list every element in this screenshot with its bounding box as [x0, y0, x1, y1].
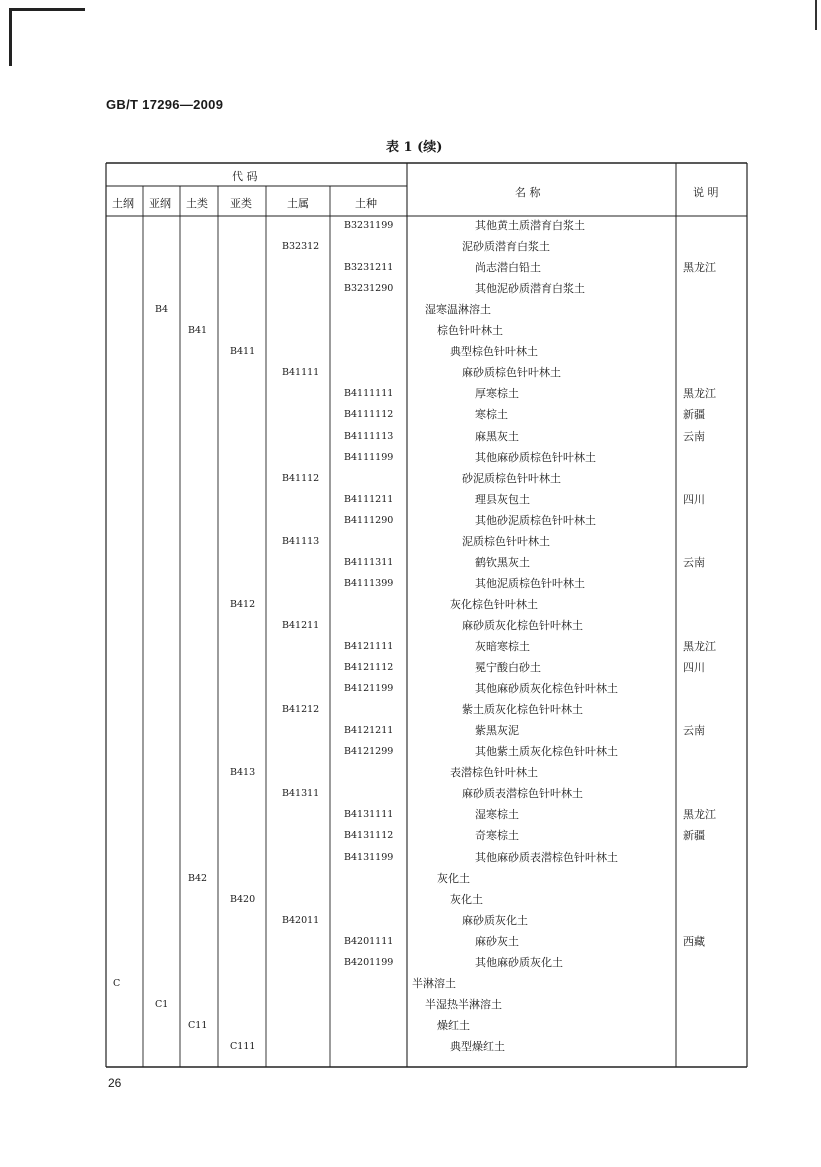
soil-name: 灰化棕色针叶林土 [450, 597, 538, 611]
soil-code: B3231290 [344, 283, 394, 295]
region-note: 云南 [683, 724, 705, 738]
soil-code: B41211 [282, 619, 320, 631]
soil-name: 厚寒棕土 [475, 387, 519, 401]
region-note: 四川 [683, 492, 705, 506]
region-note: 云南 [683, 555, 705, 569]
region-note: 黑龙江 [683, 640, 716, 653]
soil-code: B4 [155, 304, 169, 316]
soil-name: 燥红土 [437, 1018, 470, 1032]
soil-code: B4111211 [344, 493, 394, 505]
soil-code: B4201199 [344, 956, 394, 968]
soil-code: B41111 [282, 367, 320, 379]
soil-code: B4121111 [344, 641, 394, 652]
soil-name: 其他麻砂质灰化棕色针叶林土 [475, 682, 618, 696]
region-note: 西藏 [683, 934, 705, 948]
soil-name: 棕色针叶林土 [437, 324, 503, 338]
header-soil-order: 土纲 [112, 197, 134, 210]
region-note: 云南 [683, 429, 705, 443]
soil-code: B4121299 [344, 746, 394, 758]
soil-code: B413 [230, 767, 256, 779]
soil-code: B4111290 [344, 514, 394, 526]
soil-code: B3231199 [344, 220, 394, 231]
soil-code: B41 [188, 325, 208, 337]
soil-name: 其他麻砂质灰化土 [475, 955, 563, 969]
soil-code: B32312 [282, 241, 320, 253]
region-note: 黑龙江 [683, 387, 716, 401]
soil-name: 麻砂质表潜棕色针叶林土 [462, 787, 583, 801]
region-note: 黑龙江 [683, 808, 716, 822]
soil-name: 泥质棕色针叶林土 [462, 534, 550, 548]
region-note: 新疆 [683, 408, 705, 422]
header-group: 土类 [186, 197, 208, 210]
header-genus: 土属 [287, 197, 309, 210]
soil-code: C111 [230, 1040, 256, 1052]
soil-name: 泥砂质潜育白浆土 [462, 240, 550, 254]
soil-name: 寒棕土 [475, 408, 508, 422]
soil-name: 鹤钦黑灰土 [475, 555, 530, 569]
soil-code: B4111113 [344, 430, 394, 442]
soil-name: 湿寒温淋溶土 [425, 303, 491, 317]
soil-code: C1 [155, 998, 169, 1010]
header-species: 土种 [355, 197, 377, 210]
soil-code: B4131112 [344, 830, 394, 842]
soil-code: B4131111 [344, 809, 394, 821]
soil-code: B4111399 [344, 577, 394, 589]
soil-name: 灰化土 [437, 871, 470, 885]
soil-code: B4121211 [344, 725, 394, 737]
soil-name: 理县灰包土 [475, 492, 530, 506]
soil-code: B4111112 [344, 409, 394, 421]
soil-code: B4121199 [344, 683, 394, 695]
soil-name: 其他紫土质灰化棕色针叶林土 [475, 745, 618, 759]
soil-code: B411 [230, 346, 256, 358]
soil-name: 砂泥质棕色针叶林土 [462, 471, 561, 485]
soil-code: B42011 [282, 914, 320, 926]
soil-code: C11 [188, 1019, 208, 1031]
soil-name: 灰化土 [450, 892, 483, 906]
soil-name: 其他麻砂质棕色针叶林土 [475, 450, 596, 464]
page-number: 26 [108, 1076, 122, 1090]
soil-name: 典型棕色针叶林土 [450, 345, 538, 359]
soil-name: 奇寒棕土 [475, 829, 519, 843]
soil-name: 其他砂泥质棕色针叶林土 [475, 513, 596, 527]
soil-name: 麻砂质棕色针叶林土 [462, 366, 561, 380]
soil-name: 其他泥质棕色针叶林土 [475, 576, 585, 590]
region-note: 四川 [683, 661, 705, 675]
soil-name: 半湿热半淋溶土 [425, 997, 502, 1011]
soil-code: B4201111 [344, 935, 394, 947]
soil-name: 尚志潜白铅土 [475, 261, 541, 275]
table-title: 表 1 (续) [386, 140, 443, 155]
soil-name: 其他麻砂质表潜棕色针叶林土 [475, 850, 618, 864]
soil-name: 麻砂质灰化棕色针叶林土 [462, 618, 583, 632]
soil-name: 麻砂灰土 [475, 934, 519, 948]
soil-code: B41113 [282, 535, 320, 547]
soil-code: B3231211 [344, 262, 394, 274]
soil-name: 表潜棕色针叶林土 [450, 766, 538, 780]
header-note: 说 明 [693, 186, 719, 199]
soil-name: 麻砂质灰化土 [462, 913, 528, 927]
standard-number: GB/T 17296—2009 [106, 97, 224, 112]
soil-name: 紫黑灰泥 [475, 724, 519, 738]
soil-code: B4111311 [344, 556, 394, 568]
soil-code: B4131199 [344, 851, 394, 863]
soil-name: 半淋溶土 [412, 976, 456, 990]
region-note: 黑龙江 [683, 261, 716, 275]
soil-code: C [113, 977, 121, 989]
soil-name: 冕宁酸白砂土 [475, 661, 541, 675]
soil-code: B420 [230, 893, 256, 905]
soil-code: B412 [230, 598, 256, 610]
soil-code: B41112 [282, 472, 320, 484]
soil-name: 湿寒棕土 [475, 808, 519, 822]
soil-name: 麻黑灰土 [475, 429, 519, 443]
soil-code: B41311 [282, 788, 320, 800]
soil-name: 其他泥砂质潜育白浆土 [475, 282, 585, 296]
soil-code: B4111199 [344, 451, 394, 463]
soil-code: B4111111 [344, 388, 394, 400]
soil-code: B4121112 [344, 662, 394, 674]
soil-name: 灰暗寒棕土 [475, 640, 530, 653]
region-note: 新疆 [683, 829, 705, 843]
soil-name: 紫土质灰化棕色针叶林土 [462, 703, 583, 717]
soil-code: B41212 [282, 704, 320, 716]
header-name: 名 称 [515, 186, 541, 199]
soil-name: 其他黄土质潜育白浆土 [475, 219, 585, 232]
header-code-group: 代 码 [232, 170, 258, 183]
header-suborder: 亚纲 [149, 197, 171, 210]
soil-name: 典型燥红土 [450, 1039, 505, 1053]
soil-code: B42 [188, 872, 208, 884]
header-subgroup: 亚类 [230, 197, 252, 210]
